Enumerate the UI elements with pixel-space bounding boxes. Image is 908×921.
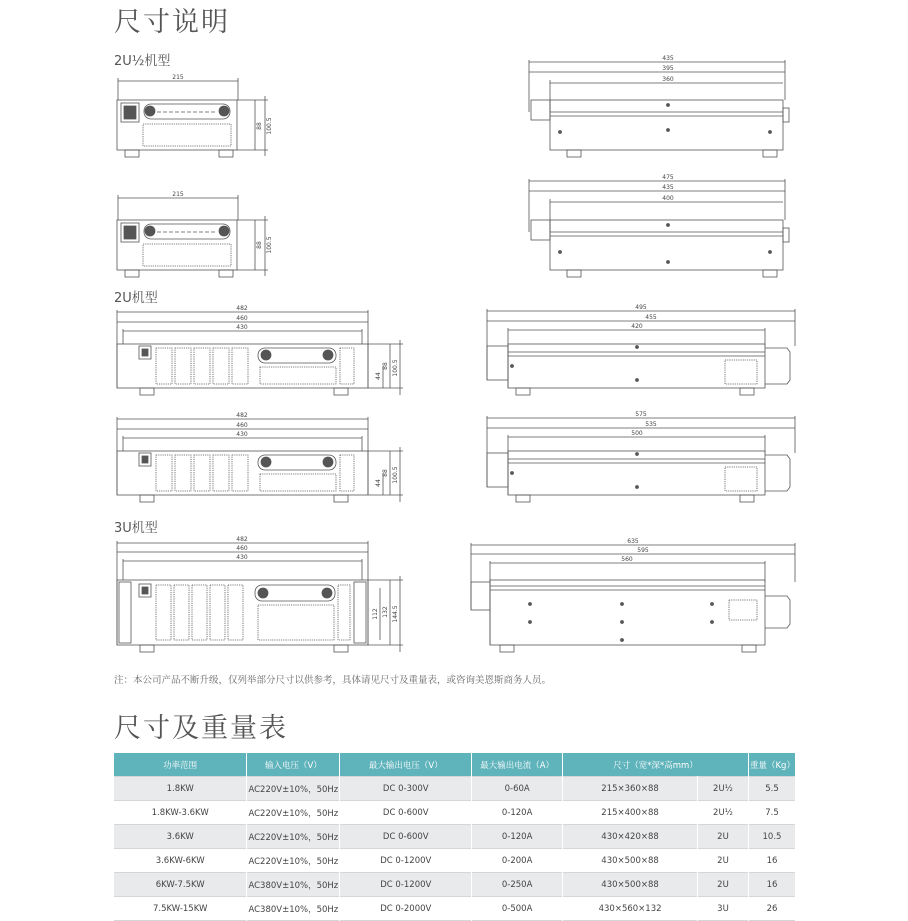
front-view-2u-half-1: [117, 78, 268, 157]
front-view-2u-half-2: [117, 195, 268, 277]
table-cell: 430×500×88: [563, 849, 698, 873]
dim-height: 88: [256, 122, 263, 130]
table-cell: 10.5: [748, 825, 795, 849]
dim-height: 144.5: [392, 605, 399, 623]
table-cell: 430×560×132: [563, 897, 698, 921]
table-cell: DC 0-1200V: [340, 873, 472, 897]
table-cell: 3.6KW: [114, 825, 247, 849]
front-view-2u-1: [117, 310, 403, 395]
table-row: [114, 825, 796, 849]
table-cell: AC220V±10%，50Hz: [247, 825, 340, 849]
section-label-2u: 2U机型: [114, 291, 158, 306]
dim-width: 482: [236, 536, 248, 543]
table-cell: 5.5: [748, 777, 795, 801]
table-cell: AC380V±10%，50Hz: [247, 873, 340, 897]
table-cell: 16: [748, 849, 795, 873]
dim-width: 460: [236, 545, 248, 552]
table-cell: 2U: [698, 873, 749, 897]
dim-height: 100.5: [392, 359, 399, 377]
table-cell: DC 0-600V: [340, 801, 472, 825]
footnote: 注：本公司产品不断升级，仅列举部分尺寸以供参考，具体请见尺寸及重量表，或咨询美恩斯商务人员。: [114, 675, 552, 686]
table-row: [114, 873, 796, 897]
table-row: [114, 777, 796, 801]
dim-width: 430: [236, 554, 248, 561]
dim-height: 100.5: [266, 236, 273, 254]
table-cell: 0-60A: [472, 777, 563, 801]
dim-width: 482: [236, 412, 248, 419]
table-cell: 3U: [698, 897, 749, 921]
side-view-2u-1: [487, 309, 795, 395]
column-header: 最大输出电流（A）: [472, 753, 563, 777]
table-cell: AC220V±10%，50Hz: [247, 777, 340, 801]
dim-width: 460: [236, 315, 248, 322]
table-cell: AC220V±10%，50Hz: [247, 801, 340, 825]
dim-depth: 495: [635, 304, 647, 311]
table-row: [114, 849, 796, 873]
table-cell: 3.6KW-6KW: [114, 849, 247, 873]
dim-depth: 400: [662, 195, 674, 202]
column-header: 输入电压（V）: [247, 753, 340, 777]
dim-height: 112: [372, 608, 379, 620]
dim-height: 44: [375, 372, 382, 380]
section-label-2u-half: 2U½机型: [114, 54, 171, 69]
dim-height: 100.5: [392, 466, 399, 484]
table-cell: 2U½: [698, 801, 749, 825]
dim-width: 460: [236, 422, 248, 429]
dim-depth: 435: [662, 184, 674, 191]
table-row: [114, 897, 796, 921]
table-cell: 430×500×88: [563, 873, 698, 897]
side-view-2u-2: [487, 416, 795, 502]
column-header: 重量（Kg）: [748, 753, 795, 777]
table-cell: 2U: [698, 849, 749, 873]
column-header: 尺寸（宽*深*高mm）: [563, 753, 749, 777]
table-cell: 2U½: [698, 777, 749, 801]
table-cell: 1.8KW-3.6KW: [114, 801, 247, 825]
table-cell: 1.8KW: [114, 777, 247, 801]
table-cell: DC 0-2000V: [340, 897, 472, 921]
table-cell: 0-200A: [472, 849, 563, 873]
table-cell: 16: [748, 873, 795, 897]
table-cell: AC380V±10%，50Hz: [247, 897, 340, 921]
table-row: [114, 801, 796, 825]
dim-depth: 535: [645, 421, 657, 428]
dim-depth: 575: [635, 411, 647, 418]
table-cell: DC 0-300V: [340, 777, 472, 801]
dim-depth: 435: [662, 55, 674, 62]
dim-width: 430: [236, 324, 248, 331]
dimensions-title: 尺寸说明: [114, 7, 230, 38]
table-cell: 6KW-7.5KW: [114, 873, 247, 897]
dim-width: 482: [236, 305, 248, 312]
dim-depth: 475: [662, 174, 674, 181]
dim-depth: 635: [627, 538, 639, 545]
dim-depth: 500: [631, 430, 643, 437]
dim-depth: 420: [631, 323, 643, 330]
weight-table-title: 尺寸及重量表: [114, 713, 288, 744]
side-view-2u-half-2: [529, 179, 789, 277]
table-cell: AC220V±10%，50Hz: [247, 849, 340, 873]
column-header: 功率范围: [114, 753, 247, 777]
column-header: 最大输出电压（V）: [340, 753, 472, 777]
table-cell: 215×360×88: [563, 777, 698, 801]
section-label-3u: 3U机型: [114, 521, 158, 536]
dim-depth: 560: [621, 556, 633, 563]
table-cell: DC 0-600V: [340, 825, 472, 849]
table-cell: 7.5: [748, 801, 795, 825]
table-cell: 215×400×88: [563, 801, 698, 825]
dim-height: 100.5: [266, 117, 273, 135]
table-cell: 0-120A: [472, 825, 563, 849]
table-cell: 0-250A: [472, 873, 563, 897]
dim-height: 44: [375, 479, 382, 487]
dim-depth: 595: [637, 547, 649, 554]
dim-height: 88: [382, 469, 389, 477]
table-cell: 26: [748, 897, 795, 921]
side-view-3u: [471, 543, 795, 652]
spec-table: [114, 753, 796, 921]
table-cell: 7.5KW-15KW: [114, 897, 247, 921]
dim-height: 88: [256, 241, 263, 249]
front-view-2u-2: [117, 417, 403, 502]
front-view-3u: [117, 541, 403, 652]
table-cell: 0-120A: [472, 801, 563, 825]
dim-depth: 360: [662, 76, 674, 83]
dim-width: 215: [172, 74, 184, 81]
dim-depth: 395: [662, 65, 674, 72]
dim-depth: 455: [645, 314, 657, 321]
dim-width: 215: [172, 191, 184, 198]
dim-height: 132: [382, 606, 389, 618]
side-view-2u-half-1: [529, 60, 789, 157]
table-cell: 430×420×88: [563, 825, 698, 849]
table-cell: 2U: [698, 825, 749, 849]
dim-height: 88: [382, 362, 389, 370]
table-cell: 0-500A: [472, 897, 563, 921]
dim-width: 430: [236, 431, 248, 438]
table-cell: DC 0-1200V: [340, 849, 472, 873]
